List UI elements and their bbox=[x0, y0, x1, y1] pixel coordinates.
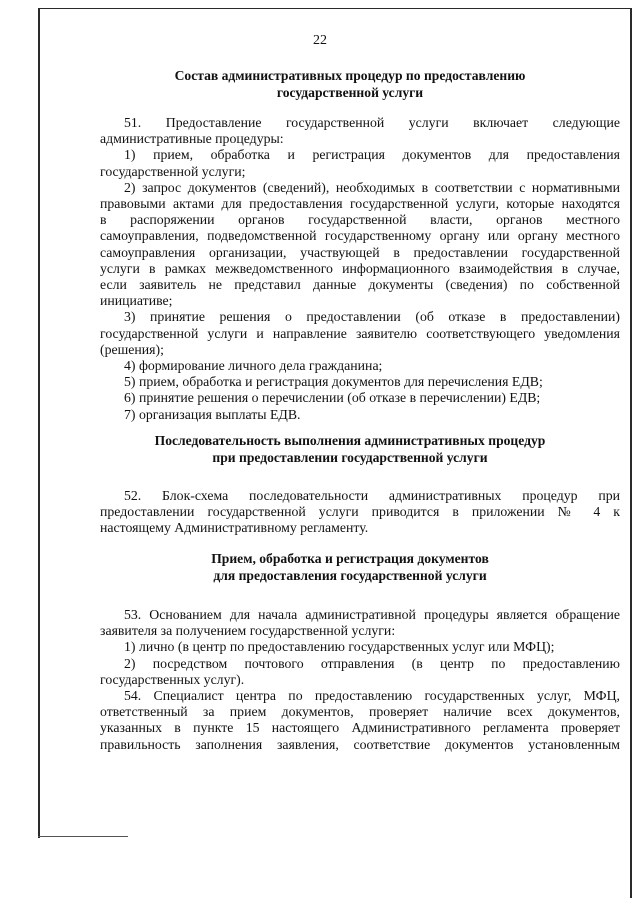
text-line: самоуправления, подведомственной государственному органу или органу местного bbox=[100, 228, 620, 244]
text-line: 2) посредством почтового отправления (в центр по предоставлению bbox=[124, 655, 620, 671]
text-line: самоуправления организации, участвующей в предоставлении государственной bbox=[100, 244, 620, 260]
text-line: 54. Специалист центра по предоставлению государственных услуг, МФЦ, bbox=[124, 688, 620, 704]
scan-border-right bbox=[630, 8, 632, 898]
section-heading-sequence bbox=[80, 432, 620, 466]
text-line: услуги в рамках межведомственного информационного взаимодействия в случае, bbox=[100, 260, 620, 276]
text-line: в распоряжении органов государственной власти, органов местного bbox=[100, 212, 620, 228]
text-line: 1) лично (в центр по предоставлению государственных услуг или МФЦ); bbox=[124, 639, 555, 655]
page-number: 22 bbox=[313, 33, 327, 48]
text-line: предоставлении государственной услуги приводится в приложении № 4 к bbox=[100, 504, 620, 520]
heading-line: при предоставлении государственной услуги bbox=[212, 450, 488, 465]
text-line: настоящему Административному регламенту. bbox=[100, 520, 369, 536]
text-line: 4) формирование личного дела гражданина; bbox=[124, 358, 383, 374]
heading-line: Состав административных процедур по предоставлению bbox=[174, 68, 526, 83]
heading-line: Последовательность выполнения административных процедур bbox=[154, 433, 546, 448]
heading-line: государственной услуги bbox=[276, 85, 424, 100]
text-line: правильность заполнения заявления, соответствие документов установленным bbox=[100, 736, 620, 752]
text-line: 6) принятие решения о перечислении (об отказе в перечислении) ЕДВ; bbox=[124, 390, 541, 406]
heading-line: Прием, обработка и регистрация документов bbox=[211, 551, 489, 566]
text-line: государственной услуги; bbox=[100, 163, 246, 179]
text-line: 52. Блок-схема последовательности административных процедур при bbox=[124, 488, 620, 503]
text-line: 53. Основанием для начала административной процедуры является обращение bbox=[124, 607, 620, 622]
text-line: 2) запрос документов (сведений), необходимых в соответствии с нормативными bbox=[124, 179, 620, 195]
text-line: 5) прием, обработка и регистрация документов для перечисления ЕДВ; bbox=[124, 374, 543, 390]
text-line: инициативе; bbox=[100, 293, 173, 309]
text-line: 3) принятие решения о предоставлении (об отказе в предоставлении) bbox=[124, 309, 620, 325]
section-body-sequence bbox=[100, 488, 620, 537]
text-line: 7) организация выплаты ЕДВ. bbox=[124, 406, 301, 422]
text-line: если заявитель не представил данные документы (сведения) по собственной bbox=[100, 277, 620, 293]
scan-border-bottom bbox=[38, 836, 128, 837]
text-line: 1) прием, обработка и регистрация документов для предоставления bbox=[124, 147, 620, 163]
text-line: (решения); bbox=[100, 341, 164, 357]
text-line: 51. Предоставление государственной услуги включает следующие bbox=[124, 115, 620, 130]
text-line: административные процедуры: bbox=[100, 131, 284, 147]
section-body-composition bbox=[100, 115, 620, 423]
text-line: указанных в пункте 15 настоящего Административного регламента проверяет bbox=[100, 720, 620, 736]
heading-line: для предоставления государственной услуги bbox=[213, 568, 487, 583]
text-line: государственных услуг). bbox=[100, 671, 245, 687]
text-line: ответственный за прием документов, проверяет наличие всех документов, bbox=[100, 704, 620, 720]
text-line: государственной услуги и направление заявителю соответствующего уведомления bbox=[100, 325, 620, 341]
text-line: правовыми актами для предоставления государственной услуги, которые находятся bbox=[100, 196, 620, 212]
section-heading-composition bbox=[80, 67, 620, 101]
section-heading-reception bbox=[80, 550, 620, 584]
text-line: заявителя за получением государственной услуги: bbox=[100, 623, 396, 639]
scan-border-top bbox=[38, 8, 632, 9]
scan-border-left bbox=[38, 8, 40, 838]
section-body-reception bbox=[100, 607, 620, 753]
